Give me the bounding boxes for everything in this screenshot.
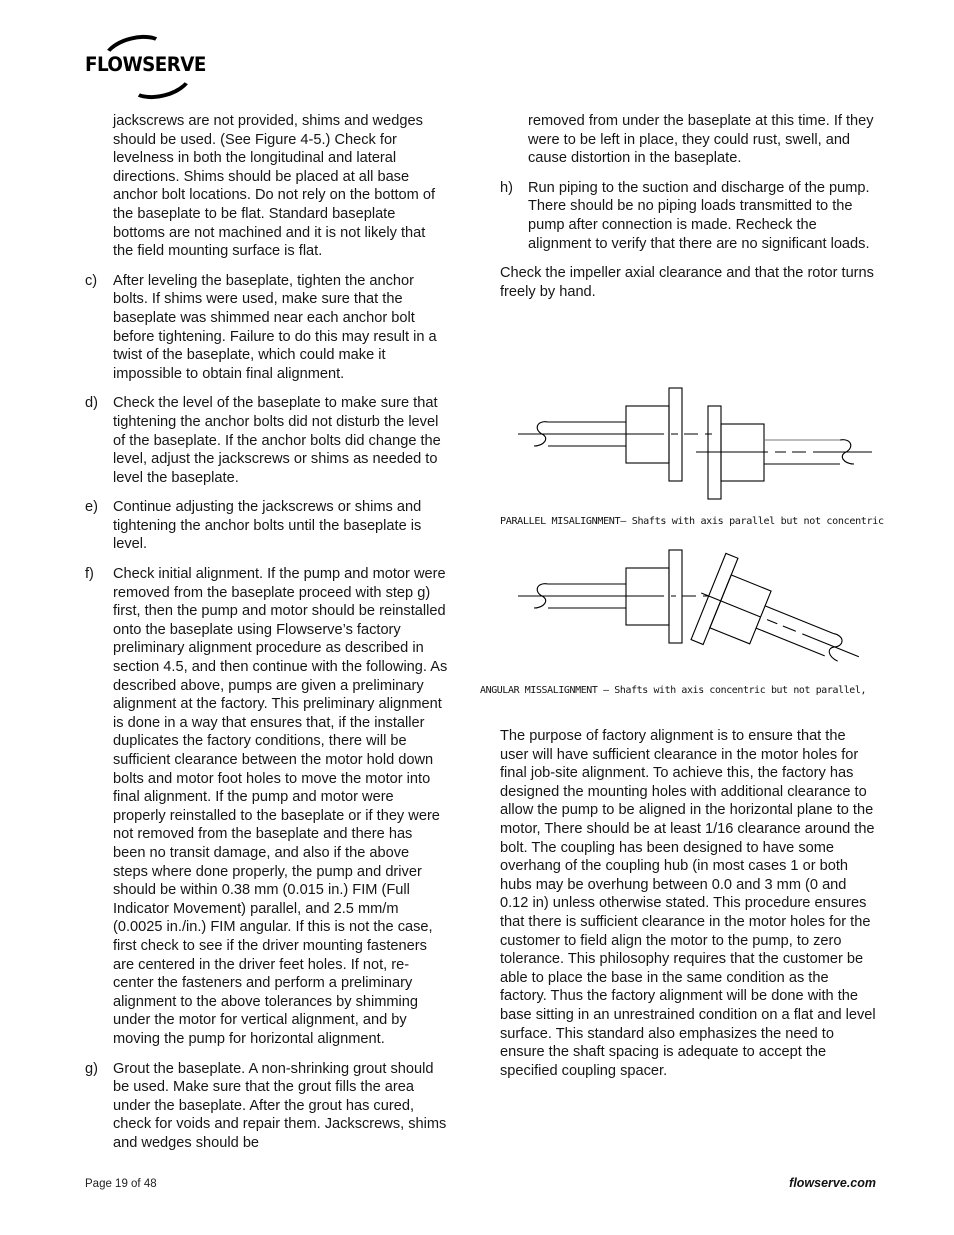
figure-caption: ANGULAR MISSALIGNMENT — Shafts with axis concentric but not parallel, (480, 685, 867, 696)
website-label: flowserve.com (789, 1176, 876, 1190)
impeller-clearance-paragraph: Check the impeller axial clearance and that the rotor turns freely by hand. (500, 265, 874, 300)
list-marker: d) (85, 395, 98, 412)
list-text: Check initial alignment. If the pump and motor were removed from the baseplate proceed with step g) first, then the pump and motor should be reinstalled onto the baseplate using Flowserve’s factory preliminary alignment procedure as described in section 4.5, and then continue with the following. As described above, pumps are given a preliminary alignment at the factory. This preliminary alignment is done in a way that ensures that, if the installer duplicates the factory conditions, there will be sufficient clearance between the motor hold down bolts and motor foot holes to move the motor into final alignment. If the pump and motor were properly reinstalled to the baseplate or if they were not removed from the baseplate and there has been no transit damage, and also if the above steps where done properly, the pump and driver should be within 0.38 mm (0.015 in.) FIM (Full Indicator Movement) parallel, and 2.5 mm/m (0.0025 in./in.) FIM angular. If this is not the case, first check to see if the driver mounting fasteners are centered in the driver feet holes. If not, re-center the fasteners and perform a preliminary alignment to the above tolerances by shimming under the motor for vertical alignment, and by moving the pump for horizontal alignment. (113, 566, 448, 1047)
left-continued-paragraph: jackscrews are not provided, shims and wedges should be used. (See Figure 4-5.) Check for levelness in both the longitudinal and lateral directions. Shims should be placed at all base anchor bolt locations. Do not rely on the bottom of the baseplate to be flat. Standard baseplate bottoms are not machined and it is not likely that the field mounting surface is flat. (113, 113, 436, 260)
list-marker: h) (500, 179, 513, 196)
factory-alignment-section (500, 727, 878, 1091)
figure-angular-missalignment (480, 548, 900, 696)
list-text: Grout the baseplate. A non-shrinking grout should be used. Make sure that the grout fills the area under the baseplate. After the grout has cured, check for voids and repair them. Jackscrews, shims and wedges should be (113, 1060, 447, 1151)
list-text: Continue adjusting the jackscrews or shims and tightening the anchor bolts until the baseplate is level. (113, 499, 422, 553)
list-text: Check the level of the baseplate to make sure that tightening the anchor bolts did not disturb the level of the baseplate. If the anchor bolts did change the level, adjust the jackscrews or shims as needed to level the baseplate. (113, 395, 441, 486)
list-item-h (500, 179, 878, 253)
list-marker: f) (85, 566, 94, 583)
page-footer (85, 1176, 876, 1190)
list-item-f (85, 565, 448, 1048)
figure-caption: PARALLEL MISALIGNMENT— Shafts with axis parallel but not concentric (500, 516, 884, 527)
factory-alignment-paragraph: The purpose of factory alignment is to ensure that the user will have sufficient clearance in the motor holes for final job-site alignment. To achieve this, the factory has designed the mounting holes with additional clearance to allow the pump to be aligned in the horizontal plane to the motor, There should be at least 1/16 clearance around the bolt. The coupling has been designed to have some overhang of the coupling hub (in most cases 1 or both hubs may be overhung between 0.0 and 3 mm (0 and 0.12 in) unless otherwise stated. This procedure ensures that there is sufficient clearance in the motor holes for the customer to field align the motor to the pump, to zero tolerance. This philosophy requires that the customer be able to place the base in the same condition as the factory. Thus the factory alignment will be done with the base sitting in an unrestrained condition on a flat and level surface. This standard also emphasizes the need to ensure the shaft spacing is adequate to accept the specified coupling spacer. (500, 728, 876, 1079)
list-item-e (85, 498, 448, 554)
figure-parallel-misalignment (500, 384, 900, 527)
right-continued-paragraph: removed from under the baseplate at this time. If they were to be left in place, they could rust, swell, and cause distortion in the baseplate. (528, 113, 874, 167)
list-item-c (85, 272, 448, 384)
left-text-column (85, 112, 448, 1163)
page-header (85, 38, 285, 98)
angular-missalignment-drawing (500, 548, 900, 678)
flowserve-logo (85, 38, 206, 90)
list-item-g (85, 1060, 448, 1153)
right-text-column (480, 112, 884, 696)
list-marker: c) (85, 272, 98, 289)
list-text: After leveling the baseplate, tighten the anchor bolts. If shims were used, make sure that the baseplate was shimmed near each anchor bolt before tightening. Failure to do this may result in a twist of the baseplate, which could make it impossible to obtain final alignment. (113, 272, 437, 382)
page-number-label: Page 19 of 48 (85, 1178, 157, 1190)
list-text: Run piping to the suction and discharge of the pump. There should be no piping loads transmitted to the pump after connection is made. Recheck the alignment to verify that there are no significant loads. (528, 179, 870, 252)
list-item-d (85, 394, 448, 487)
list-marker: e) (85, 499, 98, 516)
logo-wordmark: FLOWSERVE (85, 53, 206, 76)
list-marker: g) (85, 1060, 98, 1077)
parallel-misalignment-drawing (500, 384, 890, 509)
